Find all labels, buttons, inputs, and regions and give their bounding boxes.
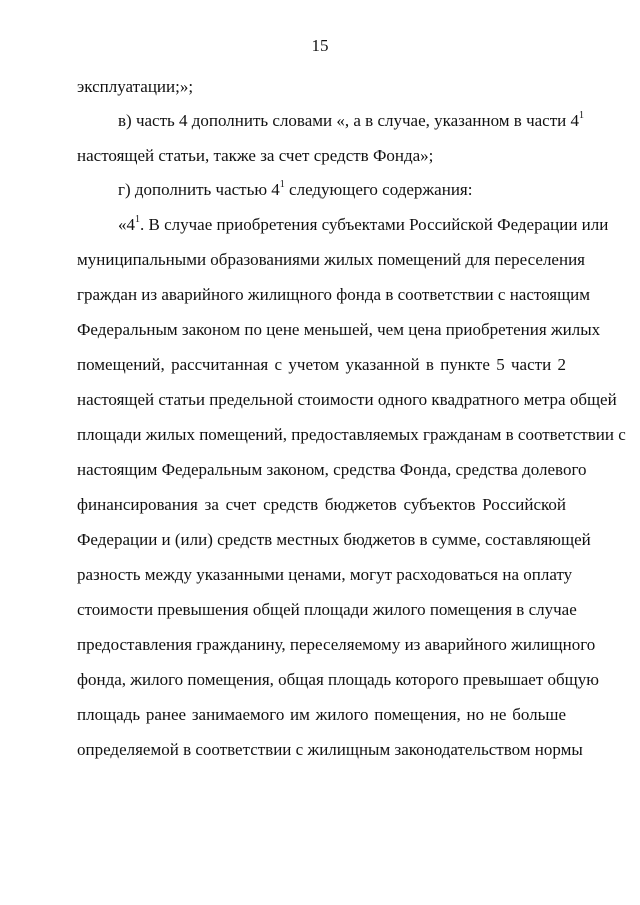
text-line: площади жилых помещений, предоставляемых гражданам в соответствии с	[77, 425, 626, 444]
superscript: 1	[279, 179, 285, 191]
text-line: граждан из аварийного жилищного фонда в соответствии с настоящим	[77, 285, 591, 304]
text-line	[118, 214, 609, 236]
text-line: муниципальными образованиями жилых помещений для переселения	[77, 250, 585, 269]
line-text: г) дополнить частью 4	[118, 180, 280, 199]
text-line: определяемой в соответствии с жилищным законодательством нормы	[77, 740, 583, 759]
text-line: настоящей статьи, также за счет средств Фонда»;	[77, 146, 434, 165]
line-text: следующего содержания:	[284, 180, 473, 199]
page-number: 15	[311, 36, 329, 55]
text-line: финансирования за счет средств бюджетов субъектов Российской	[77, 495, 566, 514]
text-line: фонда, жилого помещения, общая площадь которого превышает общую	[77, 670, 599, 689]
text-line: Федеральным законом по цене меньшей, чем цена приобретения жилых	[77, 320, 601, 339]
text-line	[118, 179, 472, 201]
text-line: площадь ранее занимаемого им жилого помещения, но не больше	[77, 705, 566, 724]
text-line: настоящей статьи предельной стоимости одного квадратного метра общей	[77, 390, 617, 409]
text-line: эксплуатации;»;	[77, 77, 194, 96]
line-text: . В случае приобретения субъектами Российской Федерации или	[140, 215, 609, 234]
text-line	[118, 110, 585, 132]
text-line: Федерации и (или) средств местных бюджетов в сумме, составляющей	[77, 530, 591, 549]
text-line: разность между указанными ценами, могут расходоваться на оплату	[77, 565, 573, 584]
text-line: настоящим Федеральным законом, средства Фонда, средства долевого	[77, 460, 587, 479]
text-line: предоставления гражданину, переселяемому из аварийного жилищного	[77, 635, 596, 654]
superscript: 1	[579, 110, 585, 122]
line-text: в) часть 4 дополнить словами «, а в случае, указанном в части 4	[118, 111, 580, 130]
line-text: «4	[118, 215, 135, 234]
superscript: 1	[135, 214, 140, 226]
text-line: помещений, рассчитанная с учетом указанной в пункте 5 части 2	[77, 355, 566, 374]
text-line: стоимости превышения общей площади жилого помещения в случае	[77, 600, 577, 619]
